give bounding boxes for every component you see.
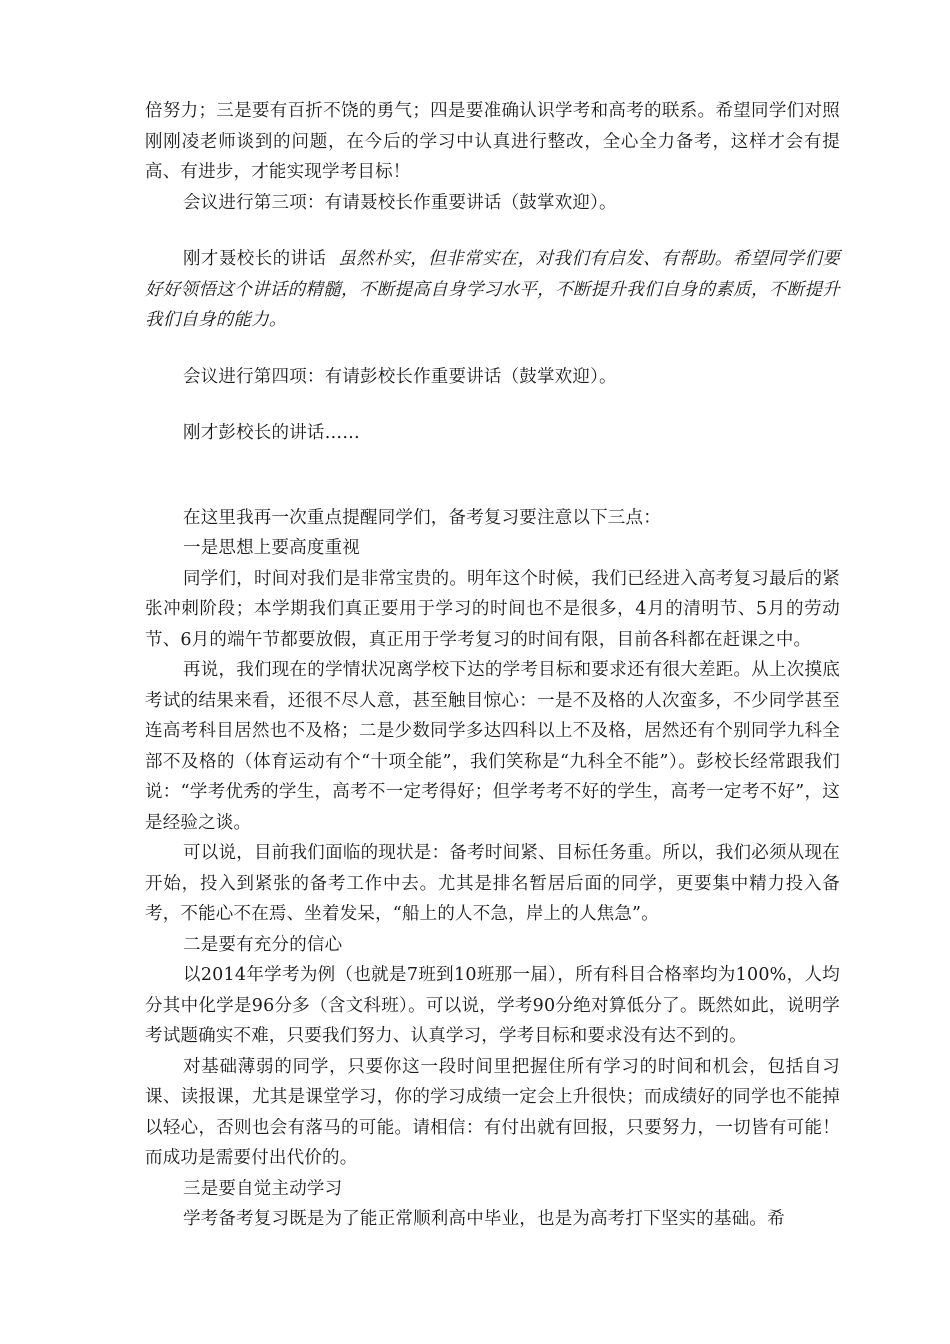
nie-speech-comment — [145, 244, 840, 336]
spacer — [145, 218, 840, 244]
nie-speech-italic: 虽然朴实，但非常实在，对我们有启发、有帮助。希望同学们要好好领悟这个讲话的精髓，不断提高自身学习水平，不断提升我们自身的素质，不断提升我们自身的能力。 — [145, 249, 840, 330]
reminder-intro: 在这里我再一次重点提醒同学们，备考复习要注意以下三点： — [183, 507, 661, 528]
section-heading-three: 三是要自觉主动学习 — [183, 1178, 343, 1199]
body-paragraph: 可以说，目前我们面临的现状是：备考时间紧、目标任务重。所以，我们必须从现在开始，投入到紧张的备考工作中去。尤其是排名暂居后面的同学，更要集中精力投入备考，不能心不在焉、坐着发呆，“船上的人不急，岸上的人焦急”。 — [145, 843, 840, 924]
spacer — [145, 392, 840, 418]
body-paragraph: 同学们，时间对我们是非常宝贵的。明年这个时候，我们已经进入高考复习最后的紧张冲刺阶段；本学期我们真正要用于学习的时间也不是很多，4月的清明节、5月的劳动节、6月的端午节都要放假，真正用于学考复习的时间有限，目前各科都在赶课之中。 — [145, 568, 840, 650]
agenda-item-four: 会议进行第四项：有请彭校长作重要讲话（鼓掌欢迎）。 — [183, 366, 617, 387]
section-heading-one: 一是思想上要高度重视 — [183, 538, 360, 558]
body-paragraph: 以2014年学考为例（也就是7班到10班那一届），所有科目合格率均为100%，人均分其中化学是96分多（含文科班）。可以说，学考90分绝对算低分了。既然如此，说明学考试题确实不难，只要我们努力、认真学习，学考目标和要求没有达不到的。 — [145, 965, 840, 1046]
body-paragraph: 对基础薄弱的同学，只要你这一段时间里把握住所有学习的时间和机会，包括自习课、读报课，尤其是课堂学习，你的学习成绩一定会上升很快；而成绩好的同学也不能掉以轻心，否则也会有落马的可能。请相信：有付出就有回报，只要努力，一切皆有可能！而成功是需要付出代价的。 — [145, 1056, 840, 1168]
spacer — [145, 449, 840, 503]
section-heading-two: 二是要有充分的信心 — [183, 934, 343, 955]
spacer — [145, 336, 840, 362]
nie-speech-lead: 刚才聂校长的讲话 — [183, 249, 327, 269]
body-paragraph: 倍努力；三是要有百折不饶的勇气；四是要准确认识学考和高考的联系。希望同学们对照刚刚凌老师谈到的问题，在今后的学习中认真进行整改，全心全力备考，这样才会有提高、有进步，才能实现学考目标！ — [145, 101, 840, 182]
body-paragraph: 学考备考复习既是为了能正常顺利高中毕业，也是为高考打下坚实的基础。希 — [183, 1209, 785, 1229]
document-page — [145, 96, 840, 1235]
body-paragraph: 再说，我们现在的学情状况离学校下达的学考目标和要求还有很大差距。从上次摸底考试的结果来看，还很不尽人意，甚至触目惊心：一是不及格的人次蛮多，不少同学甚至连高考科目居然也不及格；二是少数同学多达四科以上不及格，居然还有个别同学九科全部不及格的（体育运动有个“十项全能”，我们笑称是“九科全不能”）。彭校长经常跟我们说：“学考优秀的学生，高考不一定考得好；但学考考不好的学生，高考一定考不好”，这是经验之谈。 — [145, 660, 840, 833]
peng-speech-comment: 刚才彭校长的讲话…… — [183, 423, 360, 443]
agenda-item-three: 会议进行第三项：有请聂校长作重要讲话（鼓掌欢迎）。 — [183, 192, 617, 213]
